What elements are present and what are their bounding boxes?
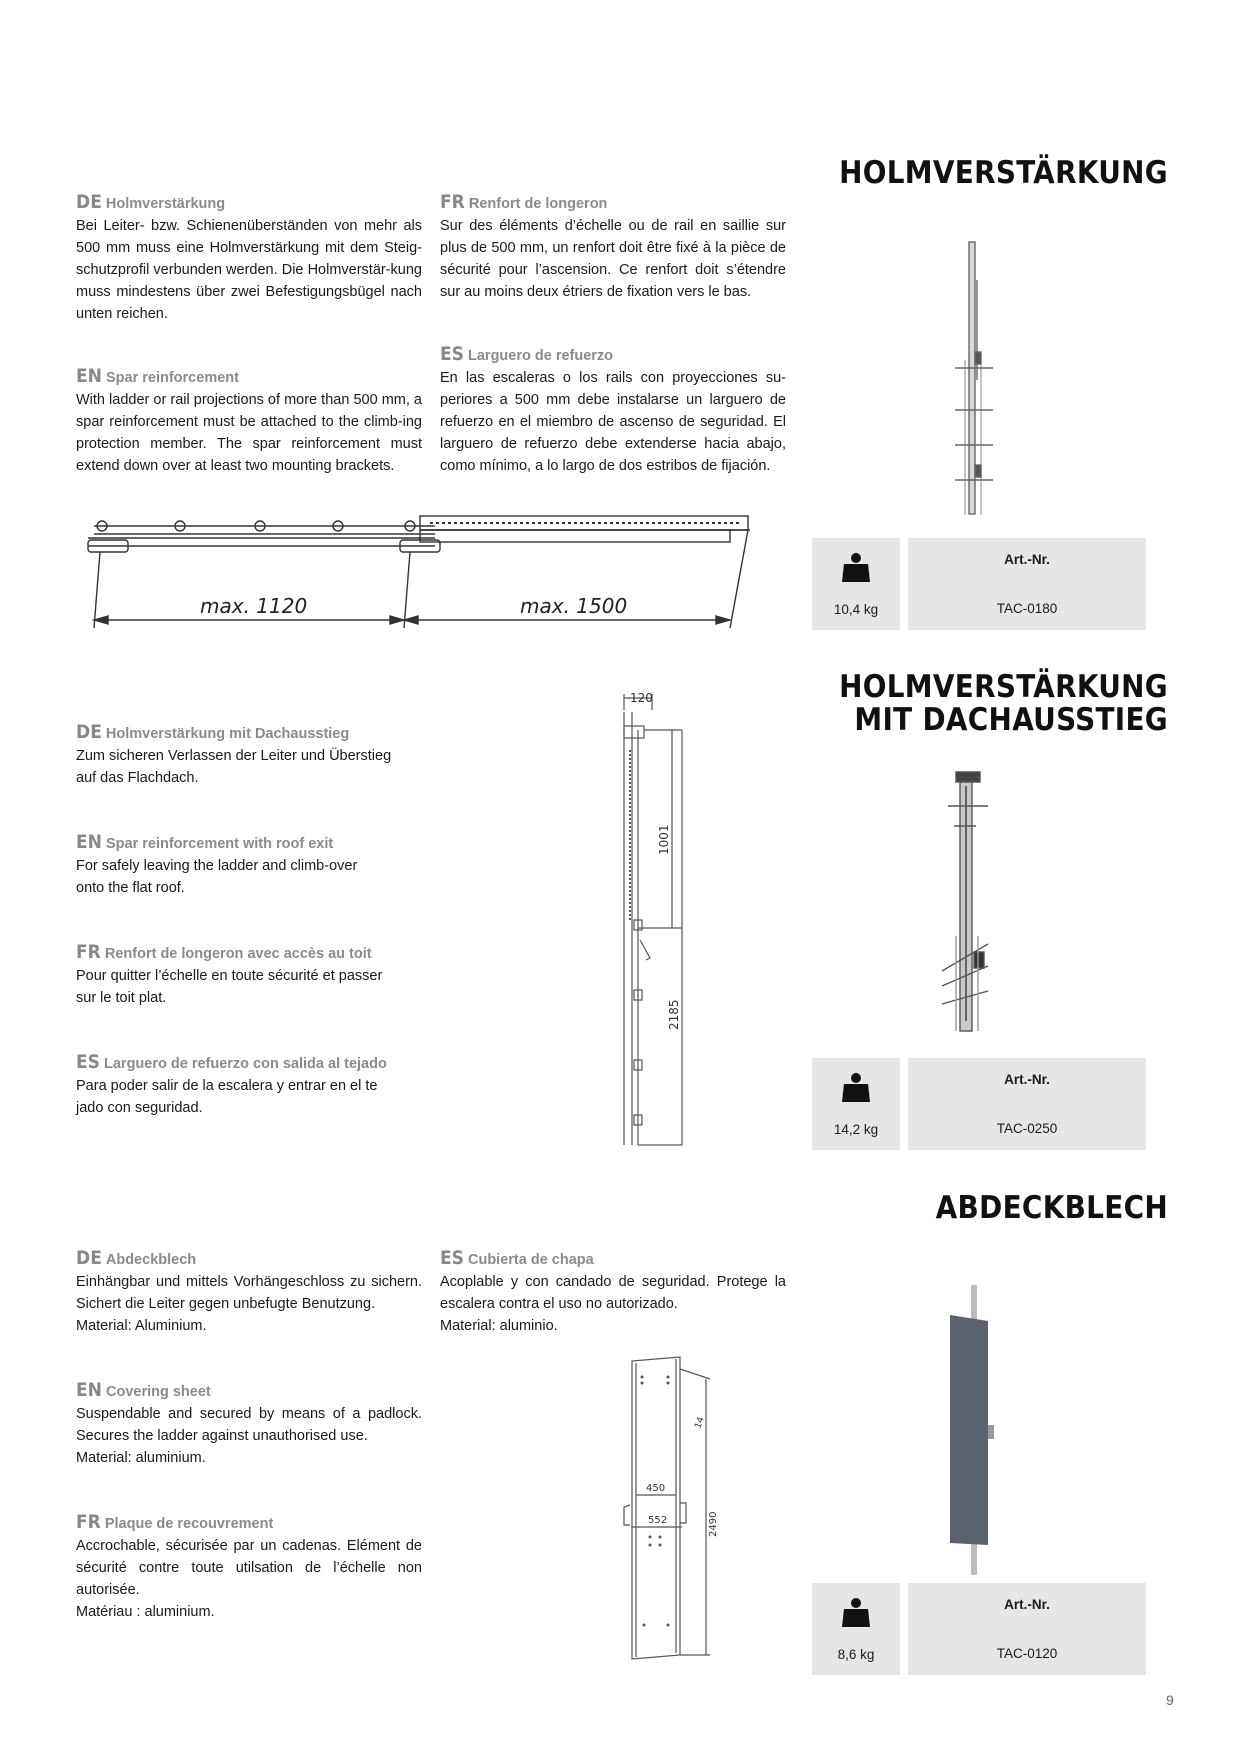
text-block-fr (76, 941, 456, 1009)
article-number: TAC-0120 (996, 1646, 1058, 1661)
text-block-es (76, 1051, 456, 1119)
dimension-label: 2490 (708, 1511, 719, 1537)
block-body-line: sur le toit plat. (76, 990, 167, 1006)
text-block-de (76, 721, 456, 789)
article-box (908, 538, 1146, 630)
block-heading: Spar reinforcement with roof exit (106, 836, 334, 852)
technical-drawing-horizontal (80, 510, 760, 635)
lang-tag: ES (76, 1051, 100, 1073)
weight-icon (842, 552, 870, 582)
dimension-label: 552 (648, 1515, 668, 1526)
block-heading: Covering sheet (106, 1384, 211, 1400)
lang-tag: ES (440, 1247, 464, 1269)
section-title-holmverstaerkung: HOLMVERSTÄRKUNG (839, 155, 1168, 191)
block-body-line: Matériau : aluminium. (76, 1604, 215, 1620)
block-body-line: Suspendable and secured by means of a padlock. Secures the ladder against unauthorised use. (76, 1406, 422, 1444)
block-heading: Renfort de longeron (468, 196, 608, 212)
dimension-label: 1001 (657, 824, 671, 855)
lang-tag: FR (76, 1511, 101, 1533)
block-body: Sur des éléments d’échelle ou de rail en saillie sur plus de 500 mm, un renfort doit être fixé à la pièce de sécurité pour l’ascension. Ce renfort doit s’étendre sur au moins deux étriers de fixation vers le bas. (440, 218, 786, 300)
article-box (908, 1583, 1146, 1675)
block-heading: Cubierta de chapa (468, 1252, 594, 1268)
weight-value: 8,6 kg (837, 1647, 875, 1662)
page-number: 9 (1166, 1692, 1174, 1708)
block-heading: Plaque de recouvrement (104, 1516, 274, 1532)
block-heading: Larguero de refuerzo con salida al tejado (104, 1056, 387, 1072)
text-block-de (76, 1247, 422, 1337)
block-body-line: auf das Flachdach. (76, 770, 199, 786)
block-heading: Holmverstärkung mit Dachausstieg (105, 726, 350, 742)
block-body-line: Acoplable y con candado de seguridad. Protege la escalera contra el uso no autorizado. (440, 1274, 786, 1312)
lang-tag: FR (440, 191, 465, 213)
block-body: En las escaleras o los rails con proyecciones su-periores a 500 mm debe instalarse un larguero de refuerzo en el miembro de ascenso de seguridad. El larguero de refuerzo debe extenderse hacia abajo, como mínimo, a lo largo de dos estribos de fijación. (440, 370, 786, 474)
lang-tag: EN (76, 365, 102, 387)
block-body-line: onto the flat roof. (76, 880, 185, 896)
weight-box (812, 538, 900, 630)
weight-icon (842, 1072, 870, 1102)
product-image-spar-reinforcement (945, 240, 1005, 520)
lang-tag: FR (76, 941, 101, 963)
block-body-line: Para poder salir de la escalera y entrar en el te (76, 1078, 378, 1094)
lang-tag: EN (76, 831, 102, 853)
weight-box (812, 1058, 900, 1150)
block-body-line: Einhängbar und mittels Vorhängeschloss zu sichern. Sichert die Leiter gegen unbefugte Benutzung. (76, 1274, 422, 1312)
text-block-fr (440, 191, 786, 303)
block-body: With ladder or rail projections of more than 500 mm, a spar reinforcement must be attached to the climb-ing protection member. The spar reinforcement must extend down over at least two mounting brackets. (76, 392, 422, 474)
text-block-en (76, 831, 456, 899)
weight-value: 14,2 kg (833, 1122, 879, 1137)
weight-value: 10,4 kg (833, 602, 879, 617)
section-title-abdeckblech: ABDECKBLECH (935, 1190, 1168, 1226)
lang-tag: DE (76, 721, 102, 743)
lang-tag: DE (76, 191, 102, 213)
block-heading: Renfort de longeron avec accès au toit (104, 946, 372, 962)
block-body-line: Material: aluminium. (76, 1450, 206, 1466)
lang-tag: DE (76, 1247, 102, 1269)
dimension-label: max. 1500 (520, 594, 628, 618)
product-image-covering-sheet (938, 1285, 1008, 1575)
dimension-label: 450 (646, 1483, 666, 1494)
article-label: Art.-Nr. (1004, 552, 1050, 567)
lang-tag: ES (440, 343, 464, 365)
text-block-en (76, 365, 422, 477)
technical-drawing-covering-sheet (620, 1355, 720, 1665)
weight-box (812, 1583, 900, 1675)
block-body-line: Material: aluminio. (440, 1318, 558, 1334)
text-block-de (76, 191, 422, 325)
text-block-en (76, 1379, 422, 1469)
article-label: Art.-Nr. (1004, 1597, 1050, 1612)
technical-drawing-roof-exit (610, 690, 720, 1150)
lang-tag: EN (76, 1379, 102, 1401)
block-heading: Holmverstärkung (105, 196, 226, 212)
block-body: Bei Leiter- bzw. Schienenüberständen von mehr als 500 mm muss eine Holmverstärkung mit dem Steig-schutzprofil verbunden werden. Die Holmverstär-kung muss mindestens über zwei Befestigungsbügel nach unten reichen. (76, 218, 422, 322)
block-body-line: Accrochable, sécurisée par un cadenas. Elément de sécurité contre toute utilsation de l’échelle non autorisée. (76, 1538, 422, 1598)
dimension-label: 2185 (667, 999, 681, 1030)
dimension-label: 14 (693, 1415, 707, 1431)
block-heading: Spar reinforcement (106, 370, 239, 386)
article-box (908, 1058, 1146, 1150)
text-block-es (440, 1247, 786, 1337)
dimension-label: 120 (630, 691, 653, 705)
section-title-holmverstaerkung-dachausstieg: HOLMVERSTÄRKUNG MIT DACHAUSSTIEG (839, 669, 1168, 738)
text-block-fr (76, 1511, 422, 1623)
dimension-label: max. 1120 (200, 594, 308, 618)
block-heading: Abdeckblech (105, 1252, 197, 1268)
article-number: TAC-0180 (996, 601, 1058, 616)
block-body-line: Material: Aluminium. (76, 1318, 207, 1334)
article-number: TAC-0250 (996, 1121, 1058, 1136)
block-body-line: For safely leaving the ladder and climb-over (76, 858, 358, 874)
block-body-line: jado con seguridad. (76, 1100, 203, 1116)
article-label: Art.-Nr. (1004, 1072, 1050, 1087)
text-block-es (440, 343, 786, 477)
block-body-line: Zum sicheren Verlassen der Leiter und Überstieg (76, 748, 392, 764)
block-body-line: Pour quitter l’échelle en toute sécurité et passer (76, 968, 383, 984)
product-image-roof-exit (930, 766, 1000, 1036)
weight-icon (842, 1597, 870, 1627)
block-heading: Larguero de refuerzo (468, 348, 614, 364)
